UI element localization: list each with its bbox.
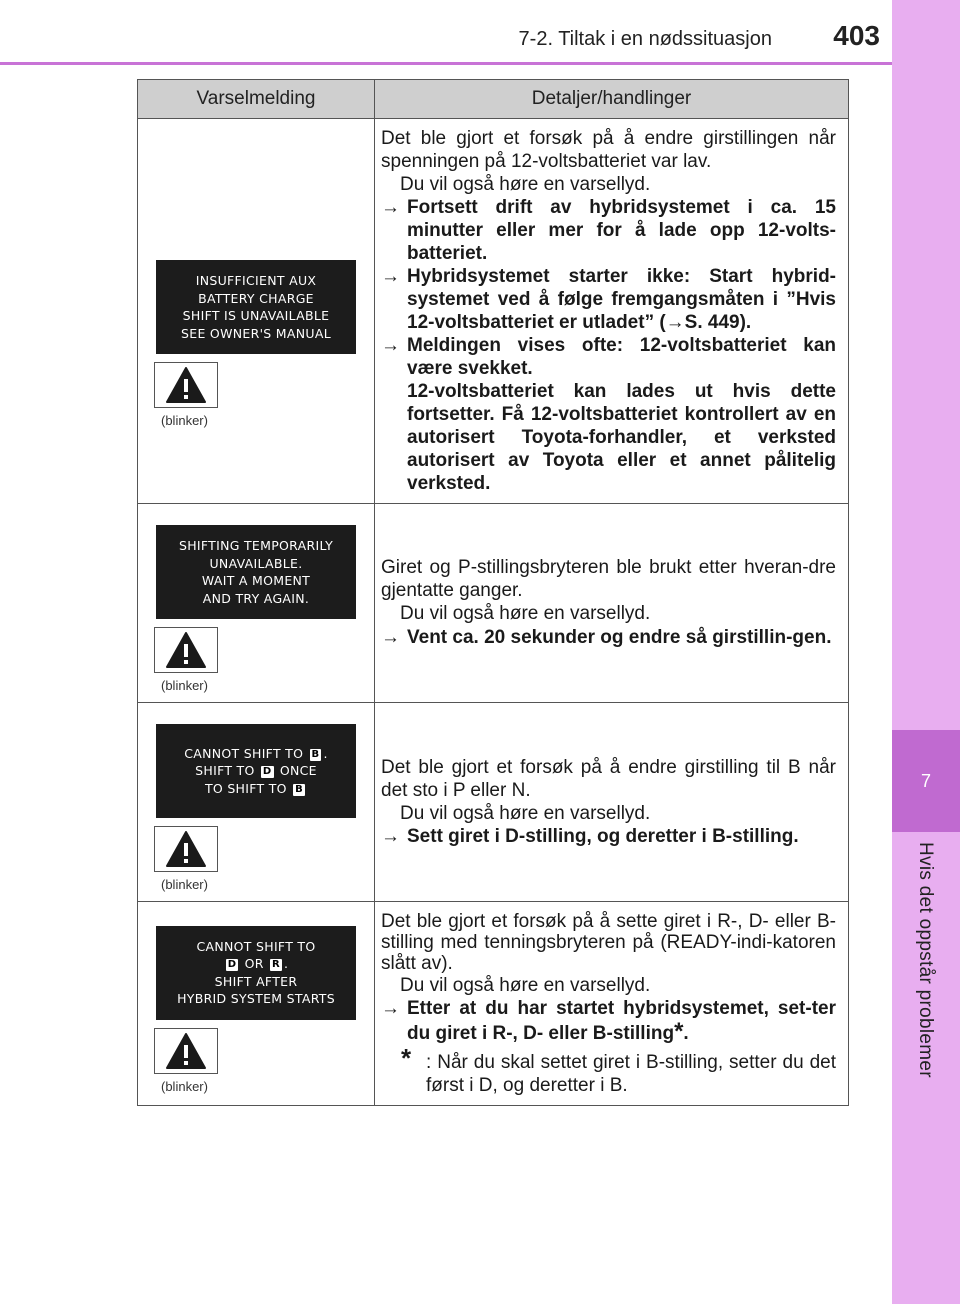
details-cell: [375, 902, 849, 1106]
col-header-details: Detaljer/handlinger: [375, 80, 849, 119]
page-number: 403: [833, 20, 880, 51]
section-title: 7-2. Tiltak i en nødssituasjon: [518, 28, 772, 50]
display-message-screen: CANNOT SHIFT TO B . SHIFT TO D ONCE TO SHIFT TO B: [156, 724, 356, 818]
message-cell: [138, 902, 375, 1106]
description-text: Det ble gjort et forsøk på å endre girstilling til B når det sto i P eller N.: [381, 757, 836, 801]
blinker-label: (blinker): [161, 877, 208, 892]
description-text: Det ble gjort et forsøk på å endre girstillingen når spenningen på 12-voltsbatteriet var lav.: [381, 128, 836, 172]
page-reference-link[interactable]: S. 449).: [684, 312, 752, 333]
footnote-star: *: [401, 1042, 412, 1073]
action-item: → Fortsett drift av hybridsystemet i ca. 15 minutter eller mer for å lade opp 12-volts-batteriet.: [381, 197, 836, 264]
table-row: [138, 504, 849, 703]
blinker-label: (blinker): [161, 413, 208, 428]
arrow-icon: →: [381, 266, 400, 287]
gear-b-badge: B: [311, 748, 320, 760]
warning-message-table: [137, 79, 849, 1106]
arrow-icon: →: [381, 335, 400, 356]
message-cell: [138, 504, 375, 703]
message-cell: [138, 703, 375, 902]
chapter-title: Hvis det oppstår problemer: [915, 842, 936, 1078]
table-header-row: [138, 80, 849, 119]
chapter-number: 7: [892, 730, 960, 832]
arrow-icon: →: [381, 997, 400, 1019]
message-cell: [138, 119, 375, 504]
gear-d-badge: D: [262, 766, 272, 778]
sound-note: Du vil også høre en varsellyd.: [400, 174, 651, 195]
action-item: → Meldingen vises ofte: 12-voltsbatteriet kan være svekket. 12-voltsbatteriet kan lades ut hvis dette fortsetter. Få 12-voltsbatteriet kontrollert av en autorisert Toyota-forhandler, et verksted autorisert av Toyota eller et annet pålitelig verksted.: [381, 335, 836, 494]
display-message-screen: CANNOT SHIFT TO D OR R . SHIFT AFTER HYBRID SYSTEM STARTS: [156, 926, 356, 1020]
description-text: Giret og P-stillingsbryteren ble brukt etter hveran-dre gjentatte ganger.: [381, 556, 836, 601]
footnote-star: *: [674, 1017, 684, 1045]
display-message-screen: SHIFTING TEMPORARILY UNAVAILABLE. WAIT A MOMENT AND TRY AGAIN.: [156, 525, 356, 619]
gear-r-badge: R: [272, 959, 281, 970]
table-row: [138, 119, 849, 504]
blinker-label: (blinker): [161, 1078, 208, 1094]
arrow-icon: →: [381, 626, 400, 648]
display-message-screen: INSUFFICIENT AUX BATTERY CHARGE SHIFT IS UNAVAILABLE SEE OWNER'S MANUAL: [156, 260, 356, 354]
details-cell: [375, 119, 849, 504]
sound-note: Du vil også høre en varsellyd.: [400, 803, 651, 824]
details-cell: [375, 703, 849, 902]
page-header: [0, 0, 892, 65]
warning-triangle-icon: [154, 1028, 218, 1074]
gear-d-badge: D: [227, 959, 237, 970]
sound-note: Du vil også høre en varsellyd.: [400, 974, 651, 996]
action-item: → Sett giret i D-stilling, og deretter i B-stilling.: [381, 826, 799, 847]
description-text: Det ble gjort et forsøk på å sette giret i R-, D- eller B-stilling med tenningsbryteren på (READY-indi-katoren slått av).: [381, 910, 836, 974]
warning-triangle-icon: [154, 627, 218, 673]
footnote: * : Når du skal settet giret i B-stilling, setter du det først i D, og deretter i B.: [401, 1042, 836, 1096]
sound-note: Du vil også høre en varsellyd.: [400, 602, 651, 624]
col-header-message: Varselmelding: [138, 80, 375, 119]
table-row: [138, 703, 849, 902]
arrow-icon: →: [381, 826, 400, 847]
page-ref-arrow-icon: →: [665, 312, 685, 333]
blinker-label: (blinker): [161, 678, 208, 693]
action-item: → Hybridsystemet starter ikke: Start hybrid-systemet ved å følge fremgangsmåten i ”Hvis 12-voltsbatteriet er utladet” (→S. 449).: [381, 266, 836, 333]
arrow-icon: →: [381, 197, 400, 218]
details-cell: [375, 504, 849, 703]
table-row: [138, 902, 849, 1106]
chapter-side-tab[interactable]: [892, 0, 960, 1304]
warning-triangle-icon: [154, 826, 218, 872]
gear-b-badge: B: [295, 783, 304, 795]
warning-triangle-icon: [154, 362, 218, 408]
action-item: → Vent ca. 20 sekunder og endre så girstillin-gen.: [381, 625, 836, 651]
action-item: → Etter at du har startet hybridsystemet, set-ter du giret i R-, D- eller B-stilling*.: [381, 997, 836, 1045]
